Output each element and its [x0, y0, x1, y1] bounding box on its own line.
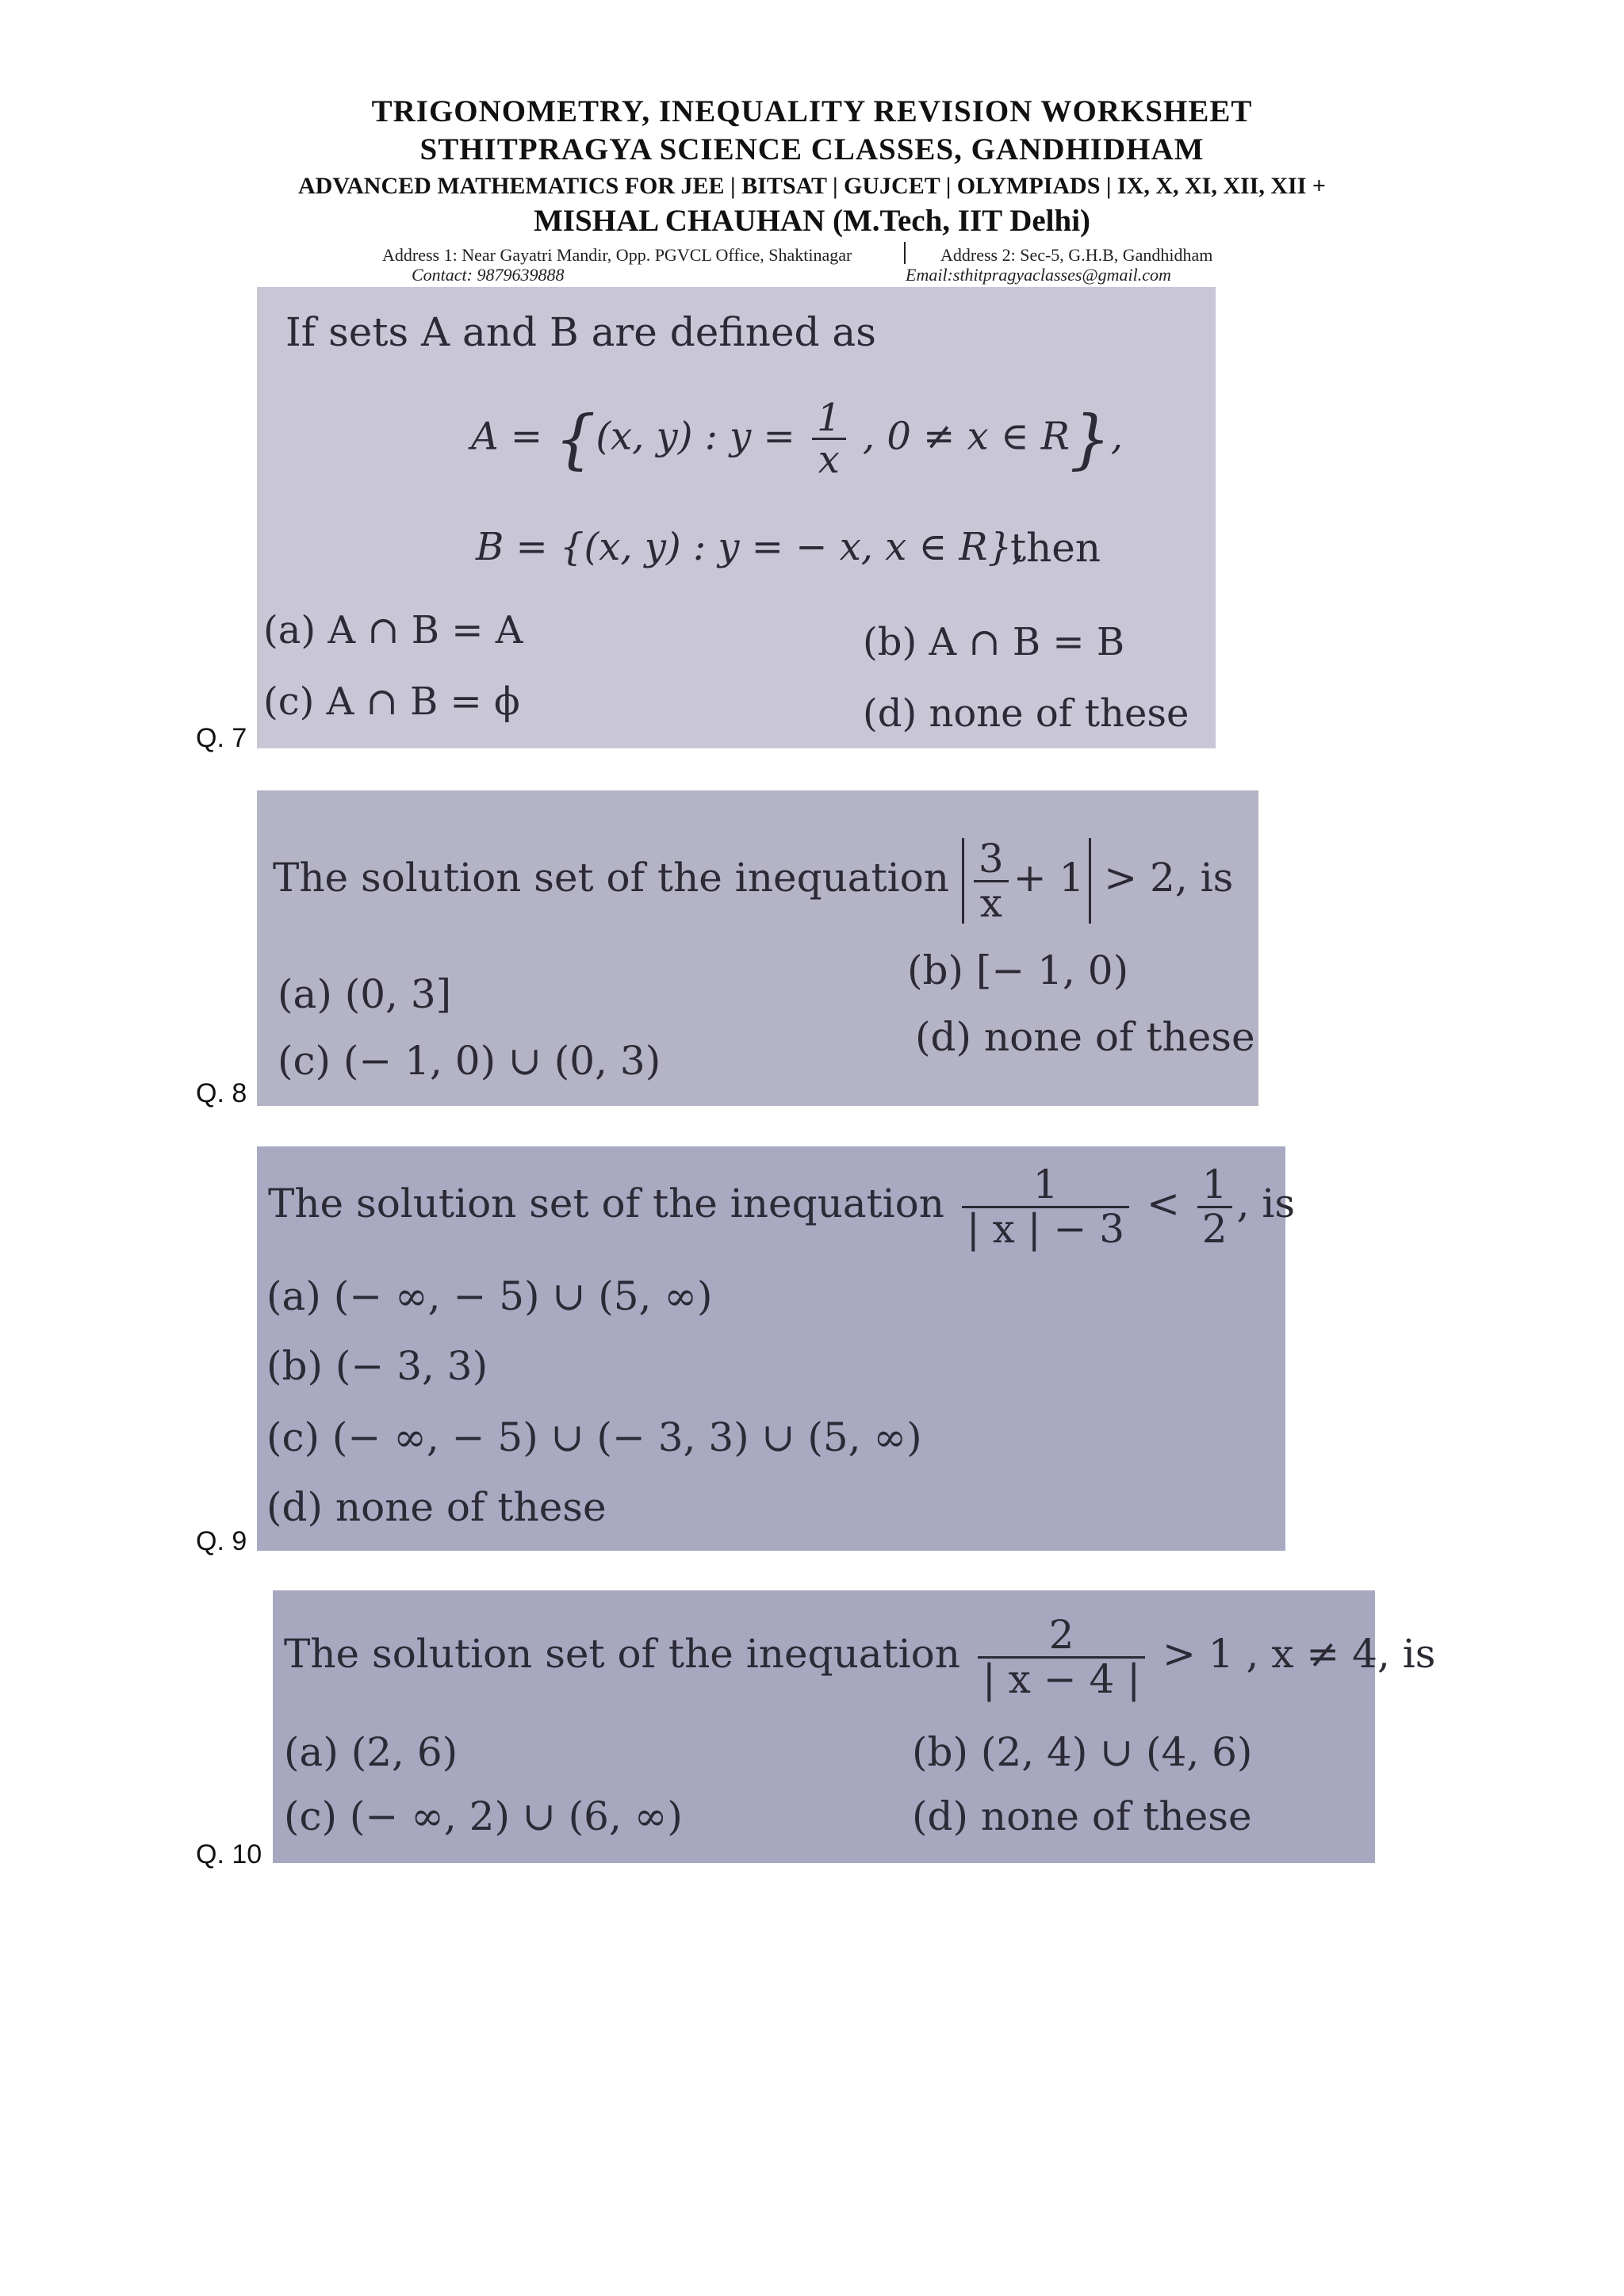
q9-option-d: (d) none of these [266, 1484, 607, 1530]
question-8-number: Q. 8 [196, 1078, 247, 1108]
q8-option-d: (d) none of these [915, 1014, 1255, 1060]
q10-option-b: (b) (2, 4) ∪ (4, 6) [912, 1729, 1253, 1775]
question-8-image [257, 790, 1258, 1106]
q8-frac-num: 3 [974, 838, 1009, 882]
q9-tail: , is [1236, 1181, 1296, 1226]
address-2: Address 2: Sec-5, G.H.B, Gandhidham [940, 245, 1213, 265]
q9-rhs-num: 1 [1197, 1164, 1232, 1208]
q8-option-c: (c) (− 1, 0) ∪ (0, 3) [278, 1038, 661, 1084]
q10-frac-den: | x − 4 | [982, 1655, 1141, 1702]
q7-option-a: (a) A ∩ B = A [263, 608, 523, 652]
address-1: Address 1: Near Gayatri Mandir, Opp. PGVCL Office, Shaktinagar [382, 245, 852, 265]
q10-option-c: (c) (− ∞, 2) ∪ (6, ∞) [284, 1793, 683, 1839]
q7-then: then [1010, 525, 1101, 571]
question-7-image [257, 287, 1216, 748]
q8-fraction [974, 838, 1009, 924]
q7-set-a: A = {(x, y) : y = $\frac{1}{x}$ , 0 ≠ x ∈ R}, [471, 396, 1124, 483]
q9-stem: The solution set of the inequation [268, 1181, 944, 1226]
q7-set-a-lhs: A = [471, 414, 543, 459]
q8-stem: The solution set of the inequation [273, 855, 949, 901]
q7-option-d: (d) none of these [863, 691, 1189, 736]
worksheet-title: TRIGONOMETRY, INEQUALITY REVISION WORKSHEET [371, 94, 1253, 128]
q10-stem: The solution set of the inequation [284, 1631, 960, 1677]
q10-tail: > 1 , x ≠ 4, is [1162, 1631, 1436, 1677]
question-10-image [273, 1590, 1436, 1863]
q8-plus-one: + 1 [1013, 855, 1085, 901]
q7-set-a-right: , 0 ≠ x ∈ R [862, 414, 1070, 459]
q8-stem-line [273, 838, 1233, 924]
q10-option-a: (a) (2, 6) [284, 1729, 458, 1775]
q9-frac-den: | x | − 3 [966, 1205, 1125, 1252]
q7-option-c: (c) A ∩ B = ϕ [263, 679, 520, 724]
q7-fraction [812, 396, 846, 483]
q9-option-b: (b) (− 3, 3) [266, 1343, 488, 1389]
question-9-image [257, 1146, 1296, 1551]
q7-frac-den: x [818, 438, 840, 483]
q10-frac-num: 2 [978, 1614, 1145, 1659]
q9-less-than: < [1146, 1181, 1180, 1226]
teacher-name: MISHAL CHAUHAN (M.Tech, IIT Delhi) [533, 204, 1091, 238]
q9-rhs-fraction [1197, 1161, 1232, 1252]
q8-option-b: (b) [− 1, 0) [907, 947, 1129, 993]
contact-number: Contact: 9879639888 [412, 265, 565, 285]
q9-stem-line [268, 1161, 1296, 1252]
question-9-number: Q. 9 [196, 1526, 247, 1556]
q9-option-c: (c) (− ∞, − 5) ∪ (− 3, 3) ∪ (5, ∞) [266, 1414, 922, 1460]
q9-option-a: (a) (− ∞, − 5) ∪ (5, ∞) [266, 1273, 713, 1319]
q7-left-brace: { [554, 401, 596, 477]
q8-frac-den: x [979, 879, 1002, 926]
q7-set-a-left: (x, y) : y = [596, 414, 795, 459]
q9-rhs-den: 2 [1201, 1205, 1228, 1252]
question-10-number: Q. 10 [196, 1839, 262, 1869]
q10-fraction [978, 1614, 1145, 1700]
question-7-number: Q. 7 [196, 723, 247, 753]
institute-name: STHITPRAGYA SCIENCE CLASSES, GANDHIDHAM [419, 132, 1205, 166]
q7-option-b: (b) A ∩ B = B [863, 620, 1125, 664]
q7-frac-num: 1 [812, 398, 846, 440]
q10-stem-line [284, 1614, 1435, 1700]
q9-frac-num: 1 [962, 1164, 1129, 1208]
q8-option-a: (a) (0, 3] [278, 971, 452, 1017]
q7-right-brace: } [1069, 401, 1111, 477]
q7-stem: If sets A and B are defined as [285, 309, 876, 355]
q8-abs-expr [962, 838, 1091, 924]
q10-option-d: (d) none of these [912, 1793, 1252, 1839]
q7-set-b: B = {(x, y) : y = − x, x ∈ R}, [476, 525, 1025, 569]
header-separator [904, 242, 906, 264]
q9-fraction [962, 1161, 1129, 1252]
contact-email: Email:sthitpragyaclasses@gmail.com [906, 265, 1171, 285]
courses-line: ADVANCED MATHEMATICS FOR JEE | BITSAT | GUJCET | OLYMPIADS | IX, X, XI, XII, XII + [298, 173, 1326, 199]
q8-tail: > 2, is [1104, 855, 1234, 901]
